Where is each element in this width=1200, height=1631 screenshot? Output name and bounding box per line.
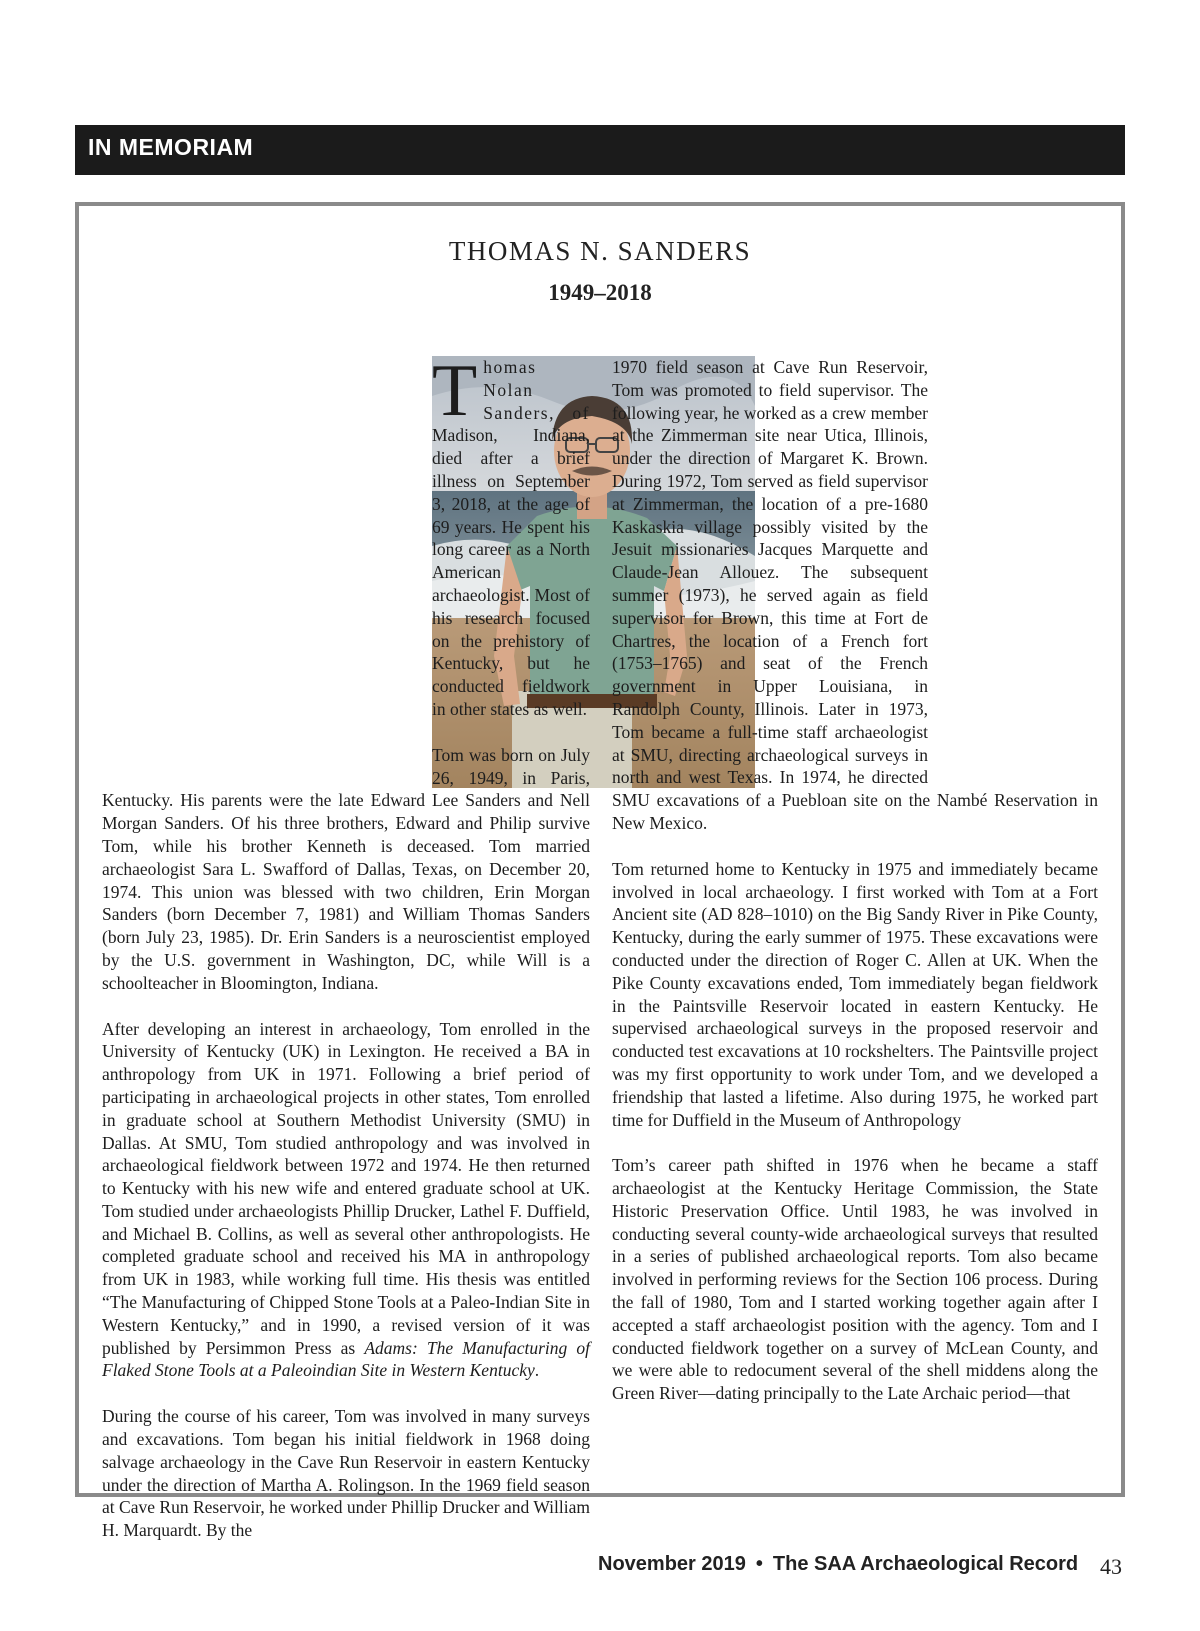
paragraph-education: [102, 1018, 590, 1383]
intro-first-line: homas Nolan Sanders, of: [483, 357, 590, 423]
education-text: After developing an interest in archaeology, Tom enrolled in the University of Kentucky (UK) in Lexington. He received a BA in anthropology from UK in 1971. Following a brief period of participating in archaeological projects in other states, Tom enrolled in graduate school at Southern Methodist University (SMU) in Dallas. At SMU, Tom studied anthropology and was involved in archaeological fieldwork between 1972 and 1974. He then returned to Kentucky with his new wife and entered graduate school at UK. Tom studied under archaeologists Phillip Drucker, Lathel F. Duffield, and Michael B. Collins, as well as several other anthropologists. He completed graduate school and received his MA in anthropology from UK in 1983, while working full time. His thesis was entitled “The Manufacturing of Chipped Stone Tools at a Paleo-Indian Site in Western Kentucky,” and in 1990, a revised version of it was published by Persimmon Press as: [102, 1018, 590, 1358]
page-number: 43: [1100, 1554, 1122, 1579]
paragraph-family: Tom was born on July 26, 1949, in Paris, Kentucky. His parents were the late Edward Lee Sanders and Nell Morgan Sanders. Of his three brothers, Edward and Philip survive Tom, while his brother Kenneth is deceased. Tom married archaeologist Sara L. Swafford of Dallas, Texas, on December 20, 1974. This union was blessed with two children, Erin Morgan Sanders (born December 7, 1981) and William Thomas Sanders (born July 23, 1985). Dr. Erin Sanders is a neuroscientist employed by the U.S. government in Washington, DC, while Will is a schoolteacher in Bloomington, Indiana.: [102, 744, 590, 993]
memoriam-name: THOMAS N. SANDERS: [448, 236, 752, 266]
footer-journal: The SAA Archaeological Record: [772, 1553, 1079, 1575]
footer-bullet: •: [755, 1553, 763, 1575]
education-end: .: [534, 1360, 540, 1381]
section-label: IN MEMORIAM: [88, 134, 254, 160]
intro-rest: Madison, Indiana, died after a brief illness on September 3, 2018, at the age of 69 years. He spent his long career as a North American archaeologist. Most of his research focused on the prehistory of Kentucky, but he conducted fieldwork in other states as well.: [432, 425, 590, 719]
paragraph-heritage-commission: Tom’s career path shifted in 1976 when he became a staff archaeologist at the Kentucky Heritage Commission, the State Historic Preservation Office. Until 1983, he was involved in conducting several county-wide archaeological surveys that resulted in a series of published archaeological reports. Tom also became involved in performing reviews for the Section 106 process. During the fall of 1980, Tom and I started working together again after I accepted a staff archaeologist position with the agency. Tom and I conducted fieldwork together on a survey of McLean County, and we were able to redocument several of the shell middens along the Green River—dating principally to the Late Archaic period—that: [612, 1155, 1098, 1404]
memoriam-years: 1949–2018: [548, 280, 652, 305]
drop-cap: T: [432, 350, 478, 432]
left-column: [102, 350, 590, 1542]
paragraph-career-start: During the course of his career, Tom was involved in many surveys and excavations. Tom began his initial fieldwork in 1968 doing salvage archaeology in the Cave Run Reservoir in eastern Kentucky under the direction of Martha A. Rolingson. In the 1969 field season at Cave Run Reservoir, he worked under Phillip Drucker and William H. Marquardt. By the: [102, 1406, 590, 1541]
section-banner: [75, 125, 1125, 175]
book-title: Adams: The Manufacturing of Flaked Stone Tools at a Paleoindian Site in Western Kentucky: [102, 1337, 590, 1381]
page-footer: [598, 1553, 1078, 1576]
paragraph-kentucky-return: Tom returned home to Kentucky in 1975 and immediately became involved in local archaeology. I first worked with Tom at a Fort Ancient site (AD 828–1010) on the Big Sandy River in Pike County, Kentucky, during the early summer of 1975. These excavations were conducted under the direction of Roger C. Allen at UK. When the Pike County excavations ended, Tom immediately began fieldwork in the Paintsville Reservoir located in eastern Kentucky. He supervised archaeological surveys in the proposed reservoir and conducted test excavations at 10 rockshelters. The Paintsville project was my first opportunity to work under Tom, and we developed a friendship that lasted a lifetime. Also during 1975, he worked part time for Duffield in the Museum of Anthropology: [612, 858, 1098, 1130]
right-column: [612, 356, 1098, 1405]
footer-issue: November 2019: [598, 1553, 746, 1575]
paragraph-field-supervisor: 1970 field season at Cave Run Reservoir, Tom was promoted to field supervisor. The following year, he worked as a crew member at the Zimmerman site near Utica, Illinois, under the direction of Margaret K. Brown. During 1972, Tom served as field supervisor at Zimmerman, the location of a pre-1680 Kaskaskia village possibly visited by the Jesuit missionaries Jacques Marquette and Claude-Jean Allouez. The subsequent summer (1973), he served again as field supervisor for Brown, this time at Fort de Chartres, the location of a French fort (1753–1765) and seat of the French government in Upper Louisiana, in Randolph County, Illinois. Later in 1973, Tom became a full-time staff archaeologist at SMU, directing archaeological surveys in north and west Texas. In 1974, he directed SMU excavations of a Puebloan site on the Nambé Reservation in New Mexico.: [612, 357, 1098, 833]
